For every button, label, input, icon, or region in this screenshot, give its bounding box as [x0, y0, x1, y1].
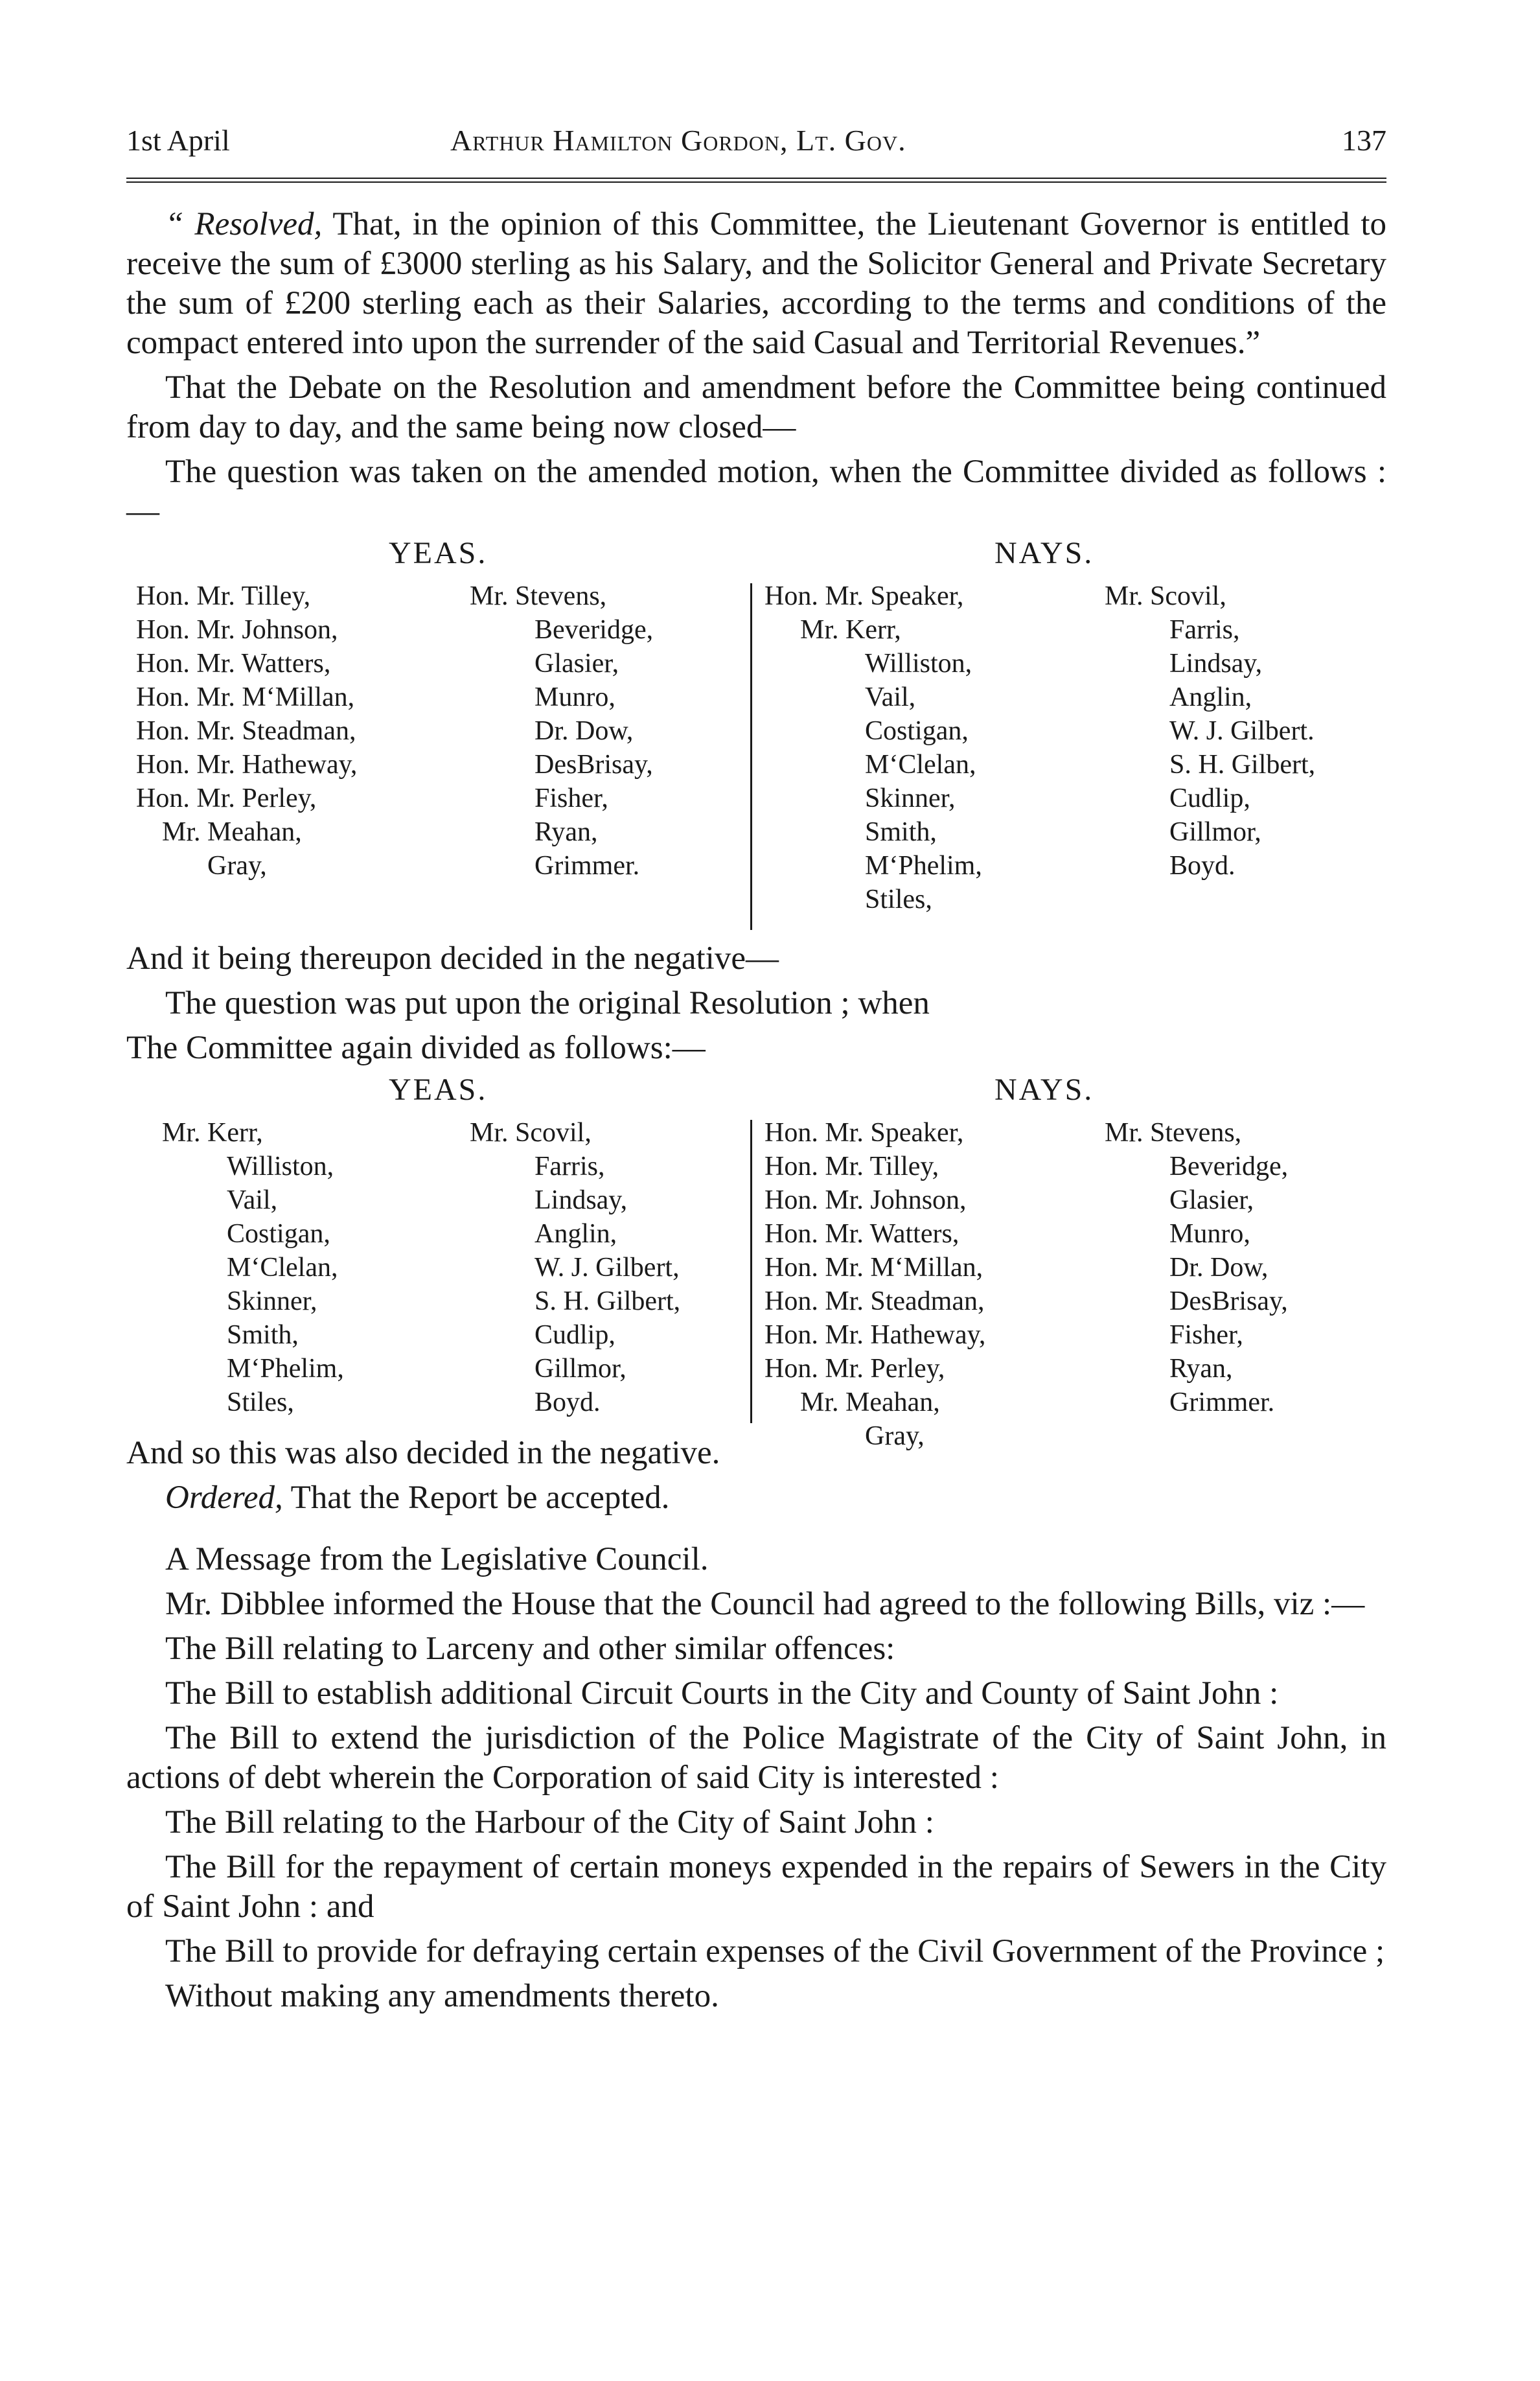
member-name: Hon. Mr. Speaker, [764, 581, 964, 611]
member-name: S. H. Gilbert, [534, 1286, 681, 1316]
resolution-text: That, in the opinion of this Committee, the Lieutenant Governor is entitled to receive the sum of £3000 sterling as his Salary, and the Solicitor General and Private Secretary the sum of £200 sterling each as their Salaries, according to the terms and conditions of the compact entered into upon the surrender of the said Casual and Territorial Revenues.” [126, 206, 1386, 361]
member-name: Williston, [227, 1152, 334, 1181]
bill-item: The Bill to extend the jurisdiction of the Police Magistrate of the City of Saint John, in actions of debt wherein the Corporation of said City is interested : [126, 1720, 1386, 1796]
member-name: Dr. Dow, [534, 716, 634, 746]
division-2-columns [126, 1116, 1386, 1451]
bill-item: The Bill to establish additional Circuit Courts in the City and County of Saint John : [165, 1675, 1279, 1712]
member-name: W. J. Gilbert, [534, 1253, 680, 1283]
bill-item: The Bill for the repayment of certain moneys expended in the repairs of Sewers in the City of Saint John : and [126, 1849, 1386, 1925]
member-name: Williston, [865, 649, 972, 679]
bills-list [126, 1629, 1386, 1971]
member-name: Hon. Mr. Steadman, [136, 716, 356, 746]
member-name: Mr. Scovil, [470, 1118, 592, 1148]
member-name: W. J. Gilbert. [1169, 716, 1315, 746]
division-1-headings [126, 537, 1386, 579]
member-name: Hon. Mr. Tilley, [764, 1152, 939, 1181]
member-name: Hon. Mr. Steadman, [764, 1286, 985, 1316]
member-name: Boyd. [534, 1388, 601, 1417]
member-name: Stiles, [865, 885, 932, 914]
page-header [126, 123, 1386, 168]
question1-paragraph: The question was taken on the amended motion, when the Committee divided as follows :— [126, 454, 1386, 529]
member-name: Gillmor, [534, 1354, 626, 1384]
member-name: Costigan, [227, 1219, 330, 1249]
member-name: Mr. Meahan, [162, 817, 302, 847]
member-name: Vail, [865, 682, 916, 712]
committee-again-paragraph: The Committee again divided as follows:— [126, 1030, 706, 1066]
nays-column-1 [764, 1116, 985, 1453]
page-number: 137 [1342, 124, 1386, 157]
bill-item: The Bill relating to Larceny and other similar offences: [165, 1631, 895, 1667]
member-name: Hon. Mr. Hatheway, [136, 750, 358, 780]
member-name: Hon. Mr. Watters, [136, 649, 331, 679]
member-name: Hon. Mr. Johnson, [764, 1185, 967, 1215]
yeas-column-2 [470, 579, 653, 883]
header-rule [126, 178, 1386, 183]
negative2-paragraph: And so this was also decided in the negative. [126, 1435, 720, 1471]
member-name: Farris, [534, 1152, 605, 1181]
member-name: M‘Clelan, [865, 750, 976, 780]
member-name: Grimmer. [534, 851, 640, 881]
nays-column-1 [764, 579, 982, 916]
bill-item: The Bill to provide for defraying certain expenses of the Civil Government of the Province ; [165, 1933, 1385, 1969]
member-name: Gillmor, [1169, 817, 1261, 847]
member-name: Farris, [1169, 615, 1240, 645]
member-name: Vail, [227, 1185, 278, 1215]
member-name: Beveridge, [1169, 1152, 1289, 1181]
yeas-heading: YEAS. [389, 536, 488, 570]
member-name: Anglin, [1169, 682, 1252, 712]
member-name: Munro, [1169, 1219, 1250, 1249]
member-name: DesBrisay, [534, 750, 653, 780]
member-name: Hon. Mr. Speaker, [764, 1118, 964, 1148]
member-name: Boyd. [1169, 851, 1235, 881]
ordered-paragraph [126, 1478, 1386, 1518]
member-name: Gray, [207, 851, 267, 881]
member-name: Munro, [534, 682, 615, 712]
member-name: Mr. Stevens, [1105, 1118, 1242, 1148]
column-divider [750, 1120, 752, 1423]
member-name: Hon. Mr. Johnson, [136, 615, 338, 645]
negative1-paragraph: And it being thereupon decided in the negative— [126, 940, 779, 977]
yeas-heading: YEAS. [389, 1073, 488, 1107]
member-name: Dr. Dow, [1169, 1253, 1269, 1283]
member-name: Mr. Scovil, [1105, 581, 1226, 611]
dibblee-paragraph: Mr. Dibblee informed the House that the Council had agreed to the following Bills, viz :— [165, 1586, 1365, 1622]
member-name: Lindsay, [1169, 649, 1263, 679]
closing-paragraph: Without making any amendments thereto. [165, 1978, 719, 2014]
member-name: Fisher, [1169, 1320, 1243, 1350]
division-2 [126, 1073, 1386, 1451]
nays-heading: NAYS. [994, 1073, 1094, 1107]
member-name: Fisher, [534, 784, 608, 813]
member-name: Cudlip, [1169, 784, 1250, 813]
member-name: Glasier, [1169, 1185, 1254, 1215]
member-name: Smith, [227, 1320, 299, 1350]
member-name: S. H. Gilbert, [1169, 750, 1316, 780]
yeas-column-2 [470, 1116, 680, 1419]
yeas-column-1 [136, 579, 357, 883]
nays-column-2 [1105, 1116, 1288, 1419]
member-name: DesBrisay, [1169, 1286, 1288, 1316]
member-name: Smith, [865, 817, 937, 847]
member-name: Anglin, [534, 1219, 617, 1249]
member-name: Ryan, [1169, 1354, 1233, 1384]
yeas-column-1 [136, 1116, 344, 1419]
member-name: Hon. Mr. Perley, [136, 784, 317, 813]
member-name: Mr. Stevens, [470, 581, 607, 611]
member-name: Glasier, [534, 649, 619, 679]
member-name: Stiles, [227, 1388, 294, 1417]
nays-column-2 [1105, 579, 1315, 883]
member-name: Lindsay, [534, 1185, 628, 1215]
member-name: Mr. Meahan, [800, 1388, 940, 1417]
division-1-columns [126, 579, 1386, 933]
resolution-paragraph [126, 205, 1386, 363]
member-name: Hon. Mr. Perley, [764, 1354, 945, 1384]
member-name: Skinner, [865, 784, 956, 813]
nays-heading: NAYS. [994, 536, 1094, 570]
member-name: Hon. Mr. Tilley, [136, 581, 311, 611]
member-name: M‘Phelim, [865, 851, 982, 881]
member-name: Mr. Kerr, [162, 1118, 263, 1148]
member-name: Costigan, [865, 716, 969, 746]
member-name: Hon. Mr. Watters, [764, 1219, 960, 1249]
member-name: Cudlip, [534, 1320, 615, 1350]
member-name: Hon. Mr. M‘Millan, [764, 1253, 983, 1283]
member-name: M‘Clelan, [227, 1253, 338, 1283]
ordered-lead: Ordered, [165, 1480, 283, 1516]
message-paragraph: A Message from the Legislative Council. [165, 1541, 709, 1577]
spacer [126, 1523, 1386, 1540]
header-title: Arthur Hamilton Gordon, Lt. Gov. [450, 124, 906, 157]
member-name: M‘Phelim, [227, 1354, 344, 1384]
header-date: 1st April [126, 124, 230, 157]
column-divider [750, 583, 752, 930]
division-2-headings [126, 1073, 1386, 1116]
member-name: Beveridge, [534, 615, 654, 645]
member-name: Skinner, [227, 1286, 317, 1316]
member-name: Grimmer. [1169, 1388, 1275, 1417]
member-name: Ryan, [534, 817, 598, 847]
division-1 [126, 537, 1386, 933]
member-name: Hon. Mr. Hatheway, [764, 1320, 986, 1350]
resolved-lead: “ Resolved, [165, 206, 323, 242]
member-name: Mr. Kerr, [800, 615, 901, 645]
question2-paragraph: The question was put upon the original Resolution ; when [165, 985, 930, 1021]
ordered-text: That the Report be accepted. [282, 1480, 670, 1516]
member-name: Gray, [865, 1421, 925, 1451]
journal-page [126, 123, 1386, 2021]
debate-paragraph: That the Debate on the Resolution and amendment before the Committee being continued from day to day, and the same being now closed— [126, 369, 1386, 445]
bill-item: The Bill relating to the Harbour of the City of Saint John : [165, 1804, 934, 1841]
member-name: Hon. Mr. M‘Millan, [136, 682, 355, 712]
